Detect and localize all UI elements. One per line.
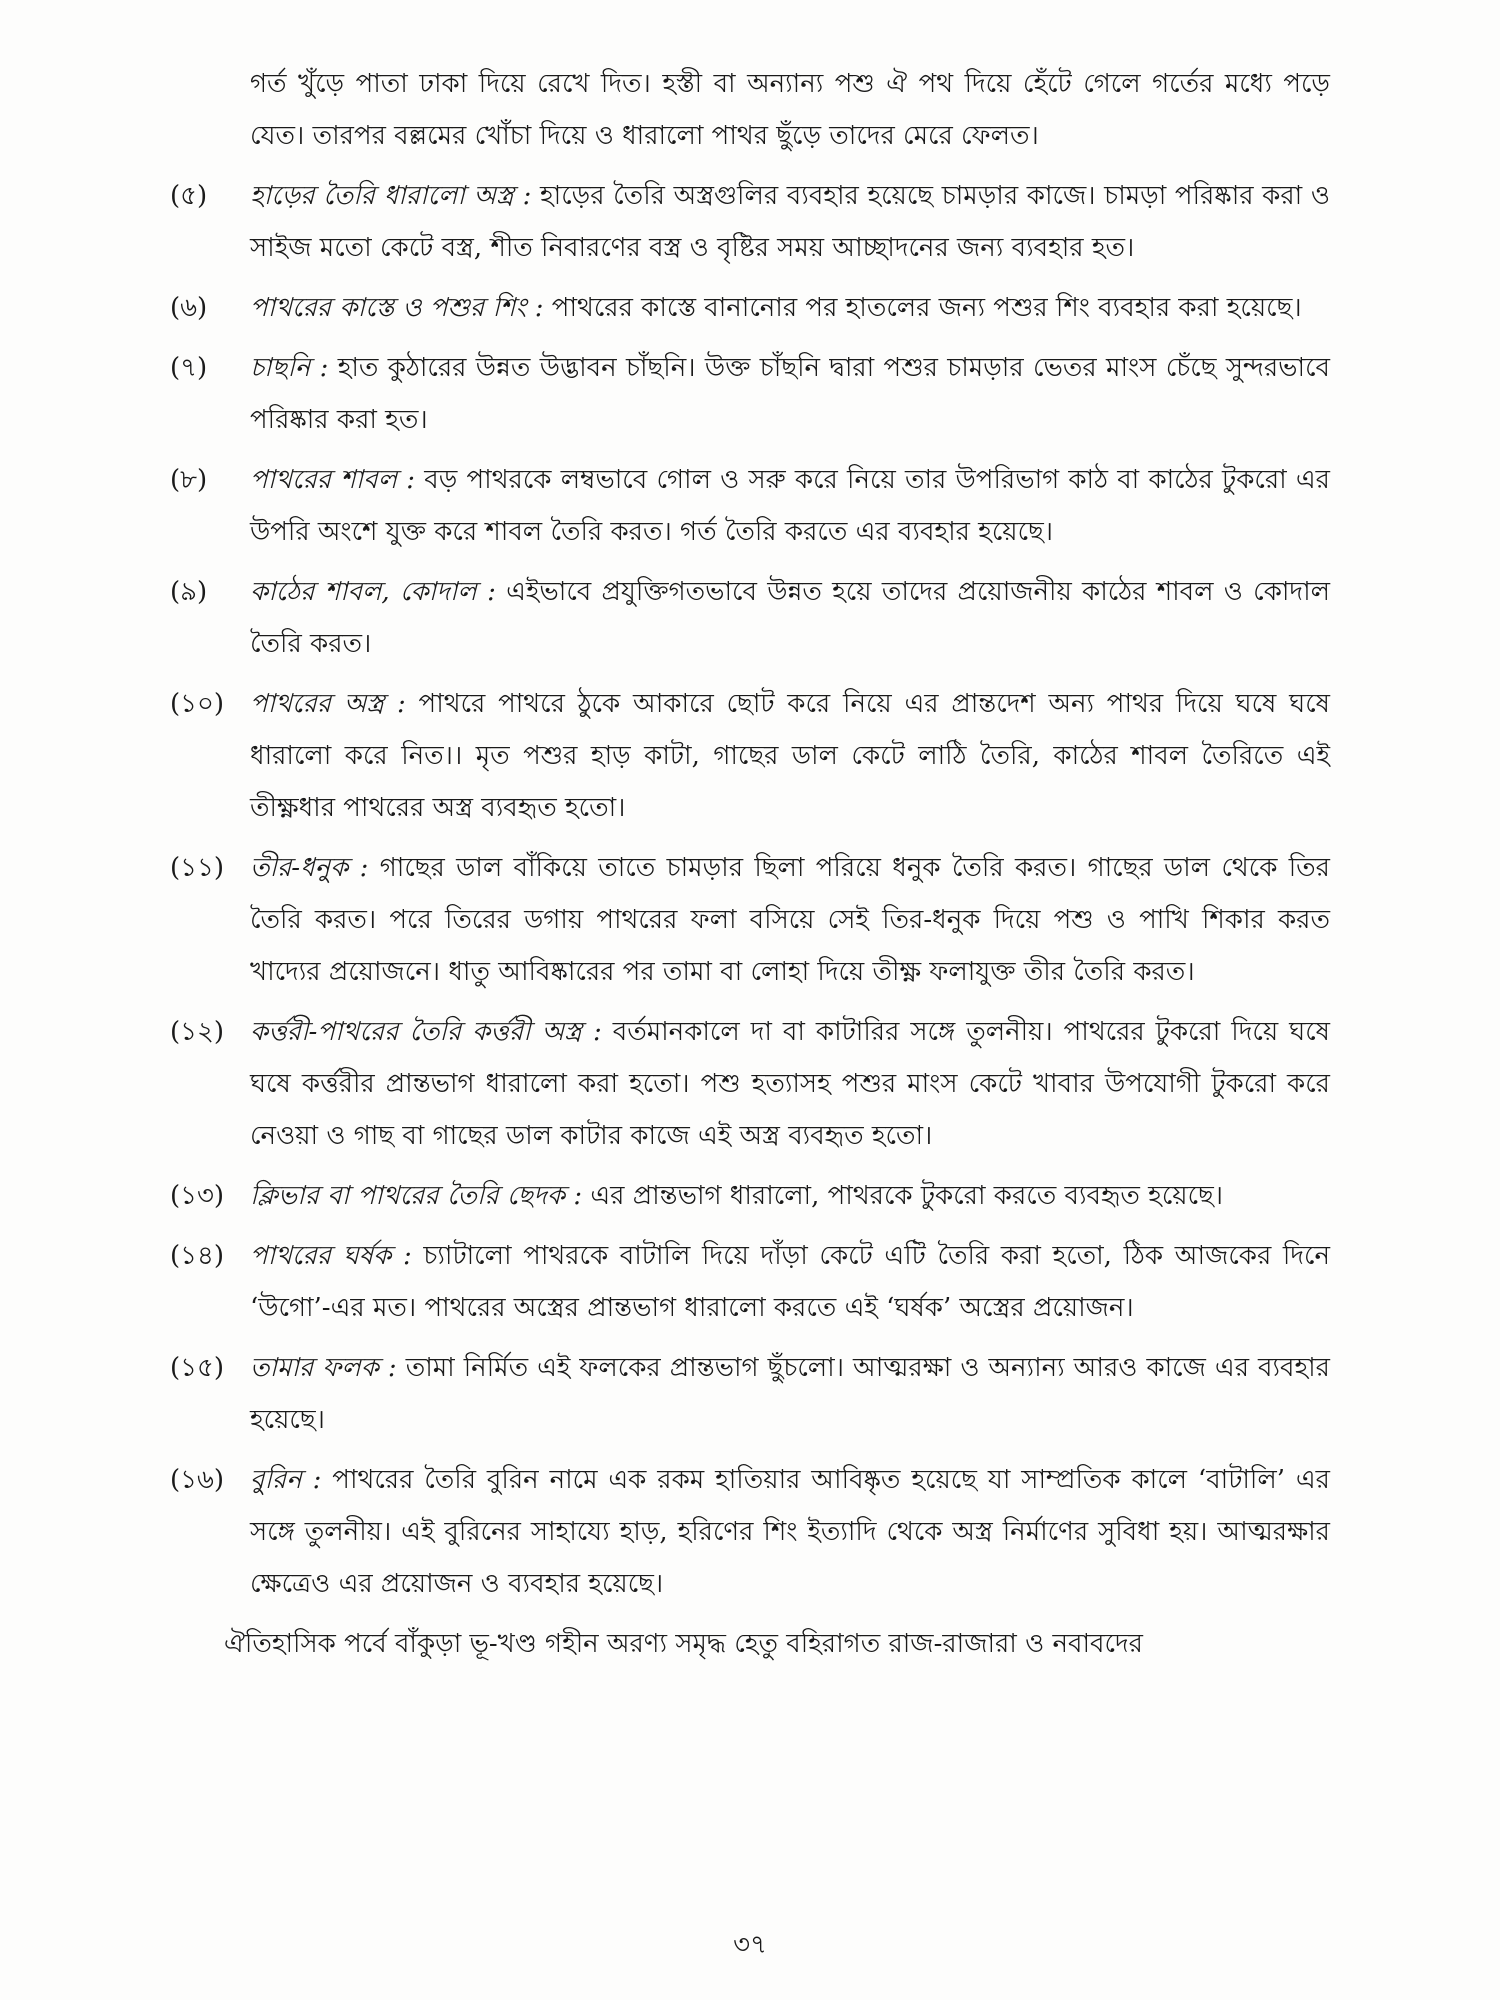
- item-number: (১৩): [170, 1181, 225, 1211]
- item-text: পাথরের কাস্তে বানানোর পর হাতলের জন্য পশুর শিং ব্যবহার করা হয়েছে।: [543, 293, 1302, 323]
- list-item: [170, 1454, 1330, 1610]
- item-number: (১৪): [170, 1241, 225, 1271]
- item-term: তামার ফলক :: [250, 1353, 397, 1383]
- list-item: [170, 1006, 1330, 1162]
- list-item: [170, 1342, 1330, 1446]
- item-text: হাত কুঠারের উন্নত উদ্ভাবন চাঁছনি। উক্ত চাঁছনি দ্বারা পশুর চামড়ার ভেতর মাংস চেঁছে সুন্দরভাবে পরিষ্কার করা হত।: [250, 353, 1330, 435]
- item-number: (১২): [170, 1017, 225, 1047]
- item-body: [250, 1342, 1330, 1446]
- list-item: [170, 566, 1330, 670]
- item-number: (১০): [170, 689, 225, 719]
- item-body: [250, 1230, 1330, 1334]
- item-term: চাছনি :: [250, 353, 329, 383]
- list-item: [170, 342, 1330, 446]
- item-body: [250, 1006, 1330, 1162]
- closing-paragraph: ঐতিহাসিক পর্বে বাঁকুড়া ভূ-খণ্ড গহীন অরণ্য সমৃদ্ধ হেতু বহিরাগত রাজ-রাজারা ও নবাবদের: [224, 1629, 1143, 1659]
- item-body: [250, 282, 1330, 334]
- item-text: তামা নির্মিত এই ফলকের প্রান্তভাগ ছুঁচলো। আত্মরক্ষা ও অন্যান্য আরও কাজে এর ব্যবহার হয়েছে।: [250, 1353, 1330, 1435]
- item-term: বুরিন :: [250, 1465, 322, 1495]
- list-item: [170, 842, 1330, 998]
- item-term: ক্লিভার বা পাথরের তৈরি ছেদক :: [250, 1181, 583, 1211]
- page-body: [170, 58, 1330, 1670]
- list-item: [170, 678, 1330, 834]
- item-text: হাড়ের তৈরি অস্ত্রগুলির ব্যবহার হয়েছে চামড়ার কাজে। চামড়া পরিষ্কার করা ও সাইজ মতো কেটে বস্ত্র, শীত নিবারণের বস্ত্র ও বৃষ্টির সময় আচ্ছাদনের জন্য ব্যবহার হত।: [250, 181, 1330, 263]
- item-term: হাড়ের তৈরি ধারালো অস্ত্র :: [250, 181, 532, 211]
- item-body: [250, 566, 1330, 670]
- item-number: (৬): [170, 293, 208, 323]
- item-term: পাথরের ঘর্ষক :: [250, 1241, 412, 1271]
- item-text: এর প্রান্তভাগ ধারালো, পাথরকে টুকরো করতে ব্যবহৃত হয়েছে।: [582, 1181, 1224, 1211]
- item-number: (১৫): [170, 1353, 225, 1383]
- item-number: (৫): [170, 181, 208, 211]
- item-term: কাঠের শাবল, কোদাল :: [250, 577, 496, 607]
- page-number: ৩৭: [733, 1930, 767, 1960]
- item-number: (৭): [170, 353, 208, 383]
- item-term: পাথরের কাস্তে ও পশুর শিং :: [250, 293, 544, 323]
- continued-paragraph: গর্ত খুঁড়ে পাতা ঢাকা দিয়ে রেখে দিত। হস্তী বা অন্যান্য পশু ঐ পথ দিয়ে হেঁটে গেলে গর্তের মধ্যে পড়ে যেত। তারপর বল্লমের খোঁচা দিয়ে ও ধারালো পাথর ছুঁড়ে তাদের মেরে ফেলত।: [250, 69, 1330, 151]
- list-item: [170, 1230, 1330, 1334]
- item-term: পাথরের শাবল :: [250, 465, 416, 495]
- item-body: [250, 170, 1330, 274]
- item-body: [250, 1454, 1330, 1610]
- item-text: বর্তমানকালে দা বা কাটারির সঙ্গে তুলনীয়। পাথরের টুকরো দিয়ে ঘষে ঘষে কর্ত্তরীর প্রান্তভাগ ধারালো করা হতো। পশু হত্যাসহ পশুর মাংস কেটে খাবার উপযোগী টুকরো করে নেওয়া ও গাছ বা গাছের ডাল কাটার কাজে এই অস্ত্র ব্যবহৃত হতো।: [250, 1017, 1330, 1151]
- item-body: [250, 1170, 1330, 1222]
- item-number: (৮): [170, 465, 208, 495]
- list-item: [170, 454, 1330, 558]
- item-text: পাথরের তৈরি বুরিন নামে এক রকম হাতিয়ার আবিষ্কৃত হয়েছে যা সাম্প্রতিক কালে ‘বাটালি’ এর সঙ্গে তুলনীয়। এই বুরিনের সাহায্যে হাড়, হরিণের শিং ইত্যাদি থেকে অস্ত্র নির্মাণের সুবিধা হয়। আত্মরক্ষার ক্ষেত্রেও এর প্রয়োজন ও ব্যবহার হয়েছে।: [250, 1465, 1330, 1599]
- item-text: এইভাবে প্রযুক্তিগতভাবে উন্নত হয়ে তাদের প্রয়োজনীয় কাঠের শাবল ও কোদাল তৈরি করত।: [250, 577, 1330, 659]
- item-text: পাথরে পাথরে ঠুকে আকারে ছোট করে নিয়ে এর প্রান্তদেশ অন্য পাথর দিয়ে ঘষে ঘষে ধারালো করে নিত।। মৃত পশুর হাড় কাটা, গাছের ডাল কেটে লাঠি তৈরি, কাঠের শাবল তৈরিতে এই তীক্ষ্ণধার পাথরের অস্ত্র ব্যবহৃত হতো।: [250, 689, 1330, 823]
- item-body: [250, 678, 1330, 834]
- item-number: (৯): [170, 577, 208, 607]
- item-number: (১১): [170, 853, 225, 883]
- item-term: কর্ত্তরী-পাথরের তৈরি কর্ত্তরী অস্ত্র :: [250, 1017, 602, 1047]
- item-number: (১৬): [170, 1465, 225, 1495]
- item-text: গাছের ডাল বাঁকিয়ে তাতে চামড়ার ছিলা পরিয়ে ধনুক তৈরি করত। গাছের ডাল থেকে তির তৈরি করত। পরে তিরের ডগায় পাথরের ফলা বসিয়ে সেই তির-ধনুক দিয়ে পশু ও পাখি শিকার করত খাদ্যের প্রয়োজনে। ধাতু আবিষ্কারের পর তামা বা লোহা দিয়ে তীক্ষ্ণ ফলাযুক্ত তীর তৈরি করত।: [250, 853, 1330, 987]
- item-text: বড় পাথরকে লম্বভাবে গোল ও সরু করে নিয়ে তার উপরিভাগ কাঠ বা কাঠের টুকরো এর উপরি অংশে যুক্ত করে শাবল তৈরি করত। গর্ত তৈরি করতে এর ব্যবহার হয়েছে।: [250, 465, 1330, 547]
- item-term: তীর-ধনুক :: [250, 853, 369, 883]
- item-body: [250, 454, 1330, 558]
- list-item: [170, 282, 1330, 334]
- item-term: পাথরের অস্ত্র :: [250, 689, 406, 719]
- item-text: চ্যাটালো পাথরকে বাটালি দিয়ে দাঁড়া কেটে এটি তৈরি করা হতো, ঠিক আজকের দিনে ‘উগো’-এর মত। পাথরের অস্ত্রের প্রান্তভাগ ধারালো করতে এই ‘ঘর্ষক’ অস্ত্রের প্রয়োজন।: [250, 1241, 1330, 1323]
- item-body: [250, 842, 1330, 998]
- list-item: [170, 170, 1330, 274]
- list-item: [170, 1170, 1330, 1222]
- item-body: [250, 342, 1330, 446]
